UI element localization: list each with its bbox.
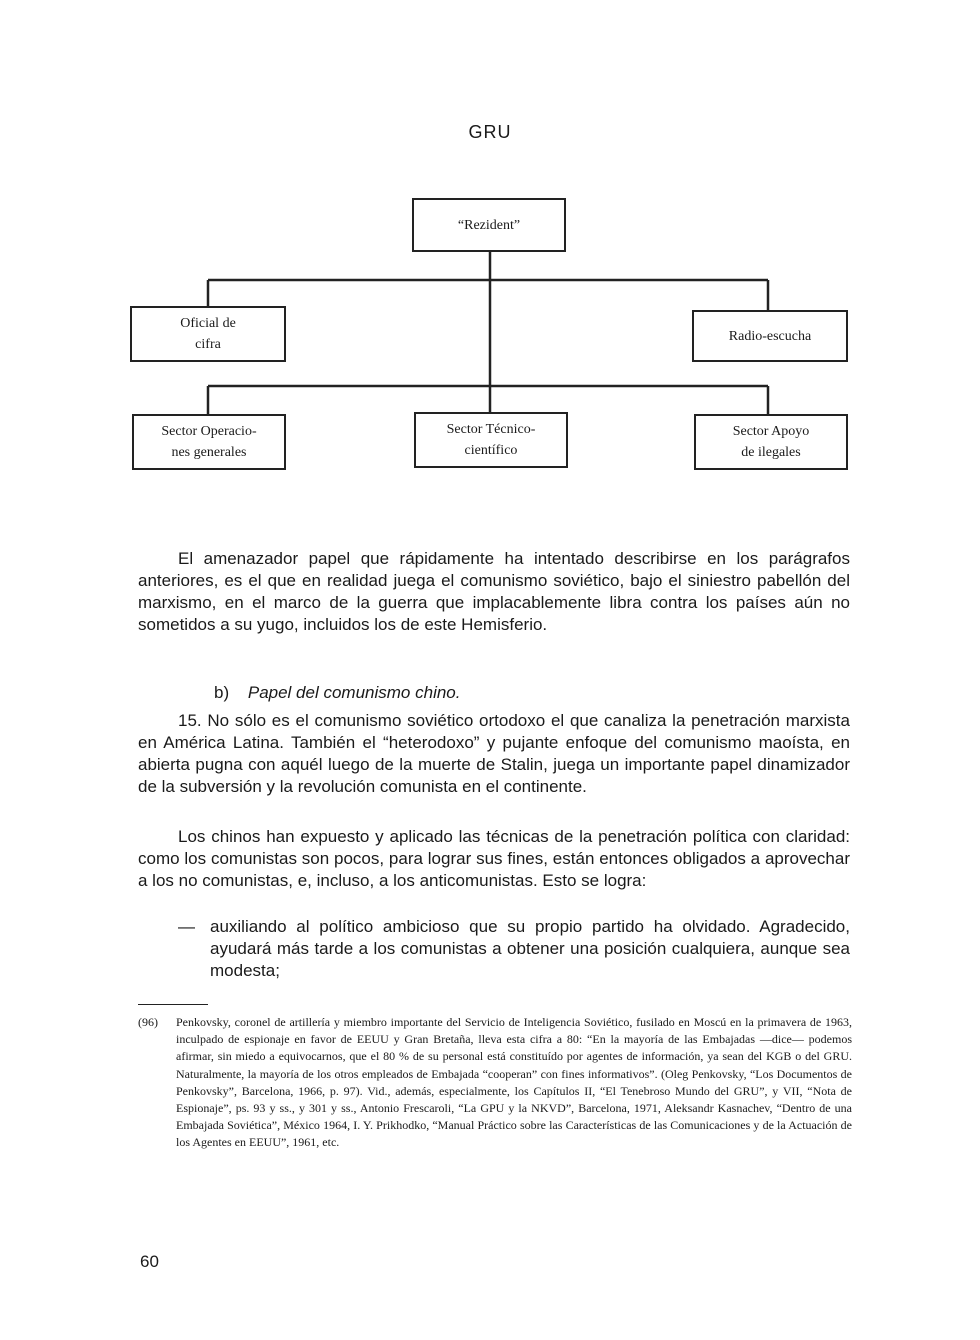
subheading-label: b) (214, 683, 230, 702)
org-box-operaciones (132, 414, 286, 470)
footnote-number: (96) (138, 1015, 158, 1029)
org-box-operaciones-label: Sector Operacio- nes generales (161, 424, 257, 460)
org-box-apoyo-ilegales (694, 414, 848, 470)
paragraph-2: 15. No sólo es el comunismo soviético ortodoxo el que canaliza la penetración marxista en América Latina. También el “heterodoxo” y pujante enfoque del comunismo maoísta, en abierta pugna con aquél luego de la muerte de Stalin, juega un importante papel dinamizador de la subversión y la revolución comunista en el continente. (138, 711, 850, 796)
dash-list-item (178, 916, 850, 982)
org-box-radio-escucha-label: Radio-escucha (728, 328, 812, 344)
page-number: 60 (140, 1252, 159, 1271)
footnote (138, 1014, 852, 1152)
paragraph-1: El amenazador papel que rápidamente ha intentado describirse en los parágrafos anteriores, es el que en realidad juega el comunismo soviético, bajo el siniestro pabellón del marxismo, en el marco de la guerra que implacablemente libra contra los países aún no sometidos a su yugo, incluidos los de este Hemisferio. (138, 549, 850, 634)
subheading (214, 683, 460, 703)
footnote-text: Penkovsky, coronel de artillería y miembro importante del Servicio de Inteligencia Soviético, fusilado en Moscú en la primavera de 1963, inculpado de espionaje en favor de EEUU y Gran Bretaña, lleva esta cifra a 80: “En la mayoría de las Embajadas —dice— podemos afirmar, sin miedo a equivocarnos, que el 80 % de su personal está constituído por agentes de información, ya sean del KGB o del GRU. Naturalmente, la mayoría de los otros empleados de Embajada “cooperan” con fines informativos”. (Oleg Penkovsky, “Los Documentos de Penkovsky”, Barcelona, 1966, p. 97). Vid., además, especialmente, los Capítulos II, “El Tenebroso Mundo del GRU”, y VII, “Nota de Espionaje”, ps. 93 y ss., y 301 y ss., Antonio Frescaroli, “La GPU y la NKVD”, Barcelona, 1971, Aleksandr Kasnachev, “Dentro de una Embajada Soviética”, México 1964, I. Y. Prikhodko, “Manual Práctico sobre las Características de las Comunicaciones y de la Actuación de los Agentes en EEUU”, 1961, etc. (176, 1015, 852, 1150)
footnote-rule (138, 1004, 208, 1005)
paragraph-3: Los chinos han expuesto y aplicado las técnicas de la penetración política con claridad: como los comunistas son pocos, para lograr sus fines, están entonces obligados a aprovechar a los no comunistas, e, incluso, a los anticomunistas. Esto se logra: (138, 827, 850, 890)
org-box-tecnico-label: Sector Técnico- científico (446, 422, 536, 458)
page-title: GRU (468, 122, 512, 142)
subheading-text: Papel del comunismo chino. (247, 683, 461, 702)
org-box-oficial-cifra-label: Oficial de cifra (180, 316, 236, 352)
org-box-tecnico (414, 412, 568, 468)
org-box-apoyo-ilegales-label: Sector Apoyo de ilegales (732, 424, 810, 460)
org-box-rezident (412, 198, 566, 252)
org-box-rezident-label: “Rezident” (457, 217, 521, 233)
org-box-radio-escucha (692, 310, 848, 362)
dash-mark: — (178, 917, 195, 936)
dash-item-text: auxiliando al político ambicioso que su propio partido ha olvidado. Agradecido, ayudará más tarde a los comunistas a obtener una posición cualquiera, aunque sea modesta; (210, 917, 850, 980)
org-box-oficial-cifra (130, 306, 286, 362)
